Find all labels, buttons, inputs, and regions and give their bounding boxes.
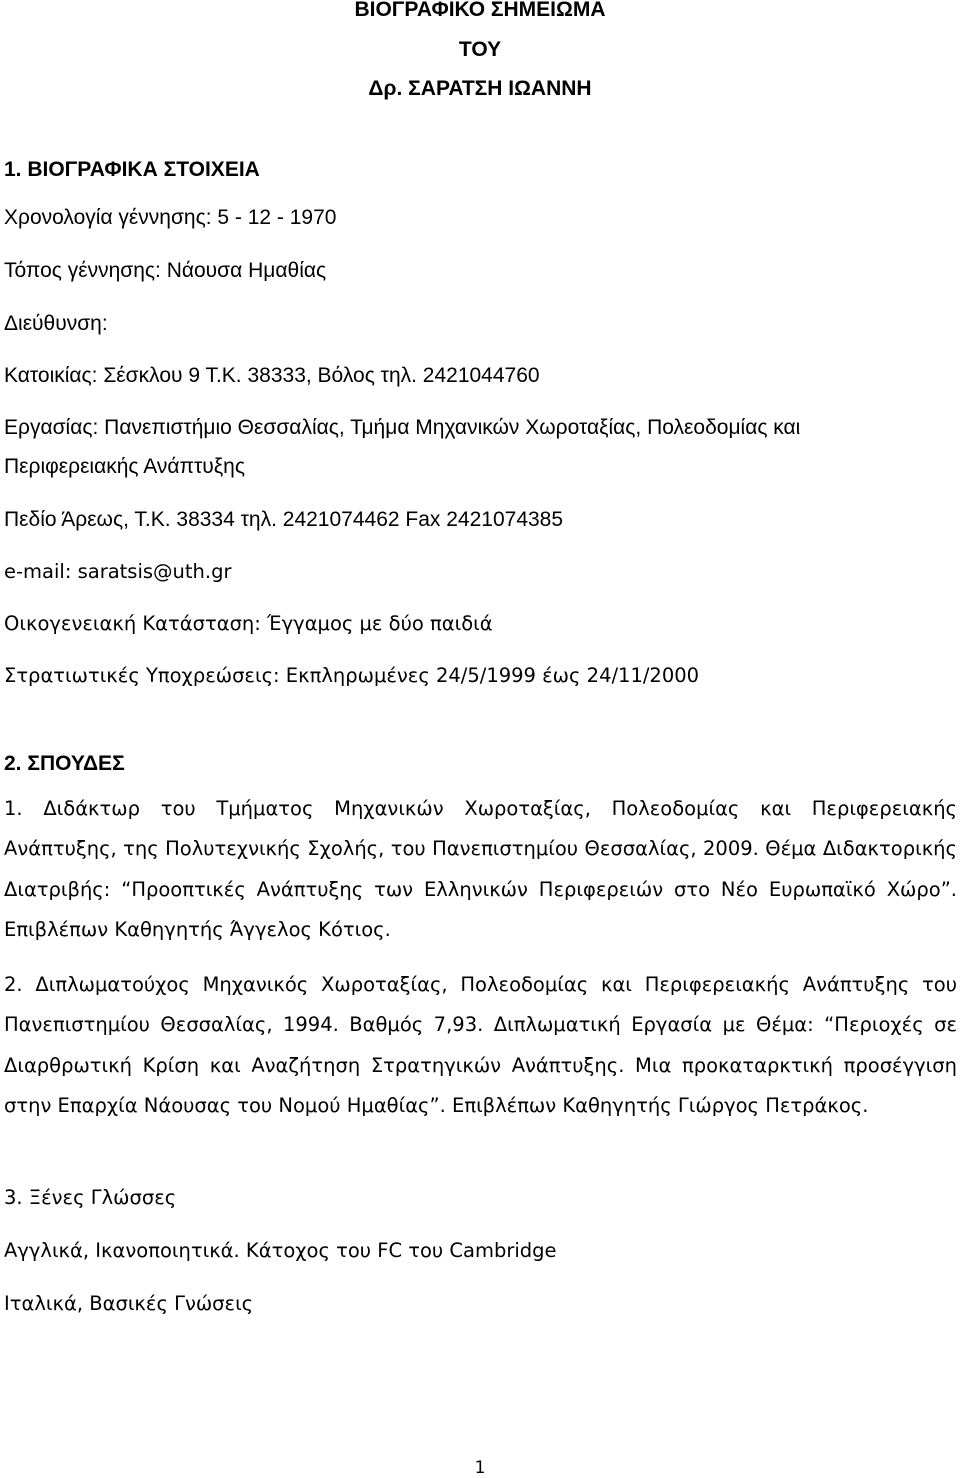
study-item-1-number: 1.	[4, 797, 23, 820]
home-address: Κατοικίας: Σέσκλου 9 Τ.Κ. 38333, Βόλος τηλ. 2421044760	[4, 364, 540, 387]
study-item-2	[4, 965, 957, 1127]
language-italian: Ιταλικά, Βασικές Γνώσεις	[4, 1292, 254, 1315]
military-service: Στρατιωτικές Υποχρεώσεις: Εκπληρωμένες 24/5/1999 έως 24/11/2000	[4, 664, 700, 687]
study-item-2-text: Διπλωματούχος Μηχανικός Χωροταξίας, Πολεοδομίας και Περιφερειακής Ανάπτυξης του Πανεπιστημίου Θεσσαλίας, 1994. Βαθμός 7,93. Διπλωματική Εργασία με Θέμα: “Περιοχές σε Διαρθρωτική Κρίση και Αναζήτηση Στρατηγικών Ανάπτυξης. Μια προκαταρκτική προσέγγιση στην Επαρχία Νάουσας του Νομού Ημαθίας”. Επιβλέπων Καθηγητής Γιώργος Πετράκος.	[4, 973, 958, 1118]
address-label: Διεύθυνση:	[4, 312, 108, 335]
section-heading-languages: 3. Ξένες Γλώσσες	[4, 1186, 177, 1209]
work-contact: Πεδίο Άρεως, Τ.Κ. 38334 τηλ. 2421074462 Fax 2421074385	[4, 508, 564, 531]
document-title: ΒΙΟΓΡΑΦΙΚΟ ΣΗΜΕΙΩΜΑ	[354, 0, 606, 21]
email: e-mail: saratsis@uth.gr	[4, 560, 232, 583]
work-address-continued: Περιφερειακής Ανάπτυξης	[4, 455, 245, 478]
study-item-2-number: 2.	[4, 973, 23, 996]
birth-place: Τόπος γέννησης: Νάουσα Ημαθίας	[4, 259, 327, 282]
language-english: Αγγλικά, Ικανοποιητικά. Κάτοχος του FC του Cambridge	[4, 1239, 557, 1262]
section-heading-studies: 2. ΣΠΟΥΔΕΣ	[4, 752, 125, 775]
birth-date: Χρονολογία γέννησης: 5 - 12 - 1970	[4, 206, 337, 229]
work-address: Εργασίας: Πανεπιστήμιο Θεσσαλίας, Τμήμα Μηχανικών Χωροταξίας, Πολεοδομίας και	[4, 416, 801, 439]
document-subtitle: ΤΟΥ	[458, 38, 502, 61]
page-number: 1	[474, 1458, 486, 1478]
author-name: Δρ. ΣΑΡΑΤΣΗ ΙΩΑΝΝΗ	[368, 77, 592, 100]
family-status: Οικογενειακή Κατάσταση: Έγγαμος με δύο παιδιά	[4, 612, 493, 635]
study-item-1	[4, 789, 957, 951]
section-heading-bio: 1. ΒΙΟΓΡΑΦΙΚΑ ΣΤΟΙΧΕΙΑ	[4, 158, 260, 181]
study-item-1-text: Διδάκτωρ του Τμήματος Μηχανικών Χωροταξίας, Πολεοδομίας και Περιφερειακής Ανάπτυξης, της Πολυτεχνικής Σχολής, του Πανεπιστημίου Θεσσαλίας, 2009. Θέμα Διδακτορικής Διατριβής: “Προοπτικές Ανάπτυξης των Ελληνικών Περιφερειών στο Νέο Ευρωπαϊκό Χώρο”. Επιβλέπων Καθηγητής Άγγελος Κότιος.	[4, 797, 957, 942]
